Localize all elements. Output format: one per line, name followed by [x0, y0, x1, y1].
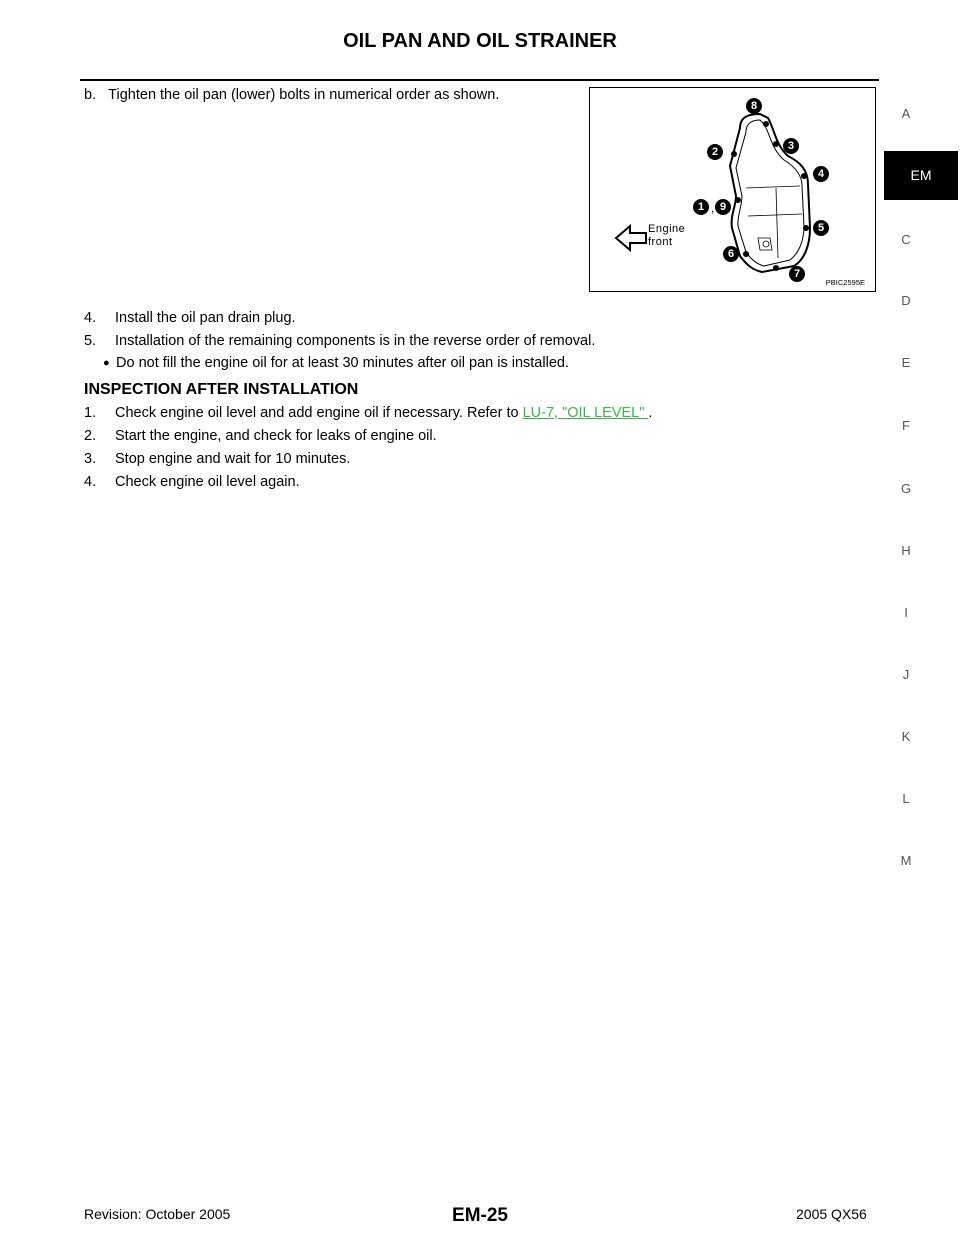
index-tab-i[interactable]: I — [904, 605, 908, 620]
engine-label-line2: front — [648, 236, 673, 248]
step-b-text: b. Tighten the oil pan (lower) bolts in numerical order as shown. — [84, 87, 500, 103]
callout-8: 8 — [746, 98, 762, 114]
step-number: 2. — [84, 428, 97, 444]
callout-comma: , — [711, 201, 715, 215]
step-text: Installation of the remaining components is in the reverse order of removal. — [115, 333, 596, 349]
callout-7: 7 — [789, 266, 805, 282]
callout-3: 3 — [783, 138, 799, 154]
step-text: Start the engine, and check for leaks of engine oil. — [115, 428, 437, 444]
title-divider — [80, 79, 879, 81]
callout-1: 1 — [693, 199, 709, 215]
footer-model: 2005 QX56 — [796, 1206, 867, 1222]
footer-page-number: EM-25 — [452, 1205, 508, 1226]
index-tab-m[interactable]: M — [900, 853, 912, 868]
oil-level-reference-link[interactable]: LU-7, "OIL LEVEL" — [522, 405, 649, 421]
inspection-step-3 — [84, 451, 350, 467]
callout-5: 5 — [813, 220, 829, 236]
step-4 — [84, 310, 296, 326]
bullet-text: Do not fill the engine oil for at least 30 minutes after oil pan is installed. — [116, 355, 569, 371]
step-text: Install the oil pan drain plug. — [115, 310, 296, 326]
oil-pan-bolt-diagram — [589, 87, 876, 292]
step-number: 4. — [84, 474, 97, 490]
index-tab-j[interactable]: J — [902, 667, 910, 682]
step-5 — [84, 333, 595, 349]
index-tab-em-active[interactable]: EM — [884, 151, 958, 200]
index-tab-f[interactable]: F — [902, 418, 910, 433]
index-tab-g[interactable]: G — [900, 481, 912, 496]
index-tab-e[interactable]: E — [901, 355, 911, 370]
caution-bullet — [103, 355, 569, 371]
step-number: 5. — [84, 333, 97, 349]
index-tab-c[interactable]: C — [901, 232, 911, 247]
index-tab-k[interactable]: K — [901, 729, 911, 744]
oil-pan-outline-drawing — [590, 88, 877, 293]
step-number: 4. — [84, 310, 97, 326]
index-tab-l[interactable]: L — [902, 791, 910, 806]
section-heading: INSPECTION AFTER INSTALLATION — [84, 381, 359, 398]
callout-9: 9 — [715, 199, 731, 215]
inspection-step-4 — [84, 474, 300, 490]
callout-4: 4 — [813, 166, 829, 182]
step-number: 3. — [84, 451, 97, 467]
inspection-step-2 — [84, 428, 437, 444]
index-tab-d[interactable]: D — [901, 293, 911, 308]
index-tab-h[interactable]: H — [901, 543, 911, 558]
inspection-step-1 — [84, 405, 652, 421]
callout-2: 2 — [707, 144, 723, 160]
page-title: OIL PAN AND OIL STRAINER — [343, 30, 617, 52]
step-text: Stop engine and wait for 10 minutes. — [115, 451, 351, 467]
figure-code: PBIC2595E — [825, 278, 865, 287]
engine-label-line1: Engine — [648, 223, 686, 235]
footer-revision: Revision: October 2005 — [84, 1206, 231, 1222]
step-number: 1. — [84, 405, 97, 421]
step-text-after: . — [648, 405, 653, 421]
step-text: Check engine oil level again. — [115, 474, 300, 490]
engine-front-label — [648, 223, 685, 249]
step-text: Check engine oil level and add engine oil if necessary. Refer to — [115, 405, 523, 421]
callout-6: 6 — [723, 246, 739, 262]
index-tab-a[interactable]: A — [901, 106, 911, 121]
bullet-icon: ● — [103, 357, 110, 369]
